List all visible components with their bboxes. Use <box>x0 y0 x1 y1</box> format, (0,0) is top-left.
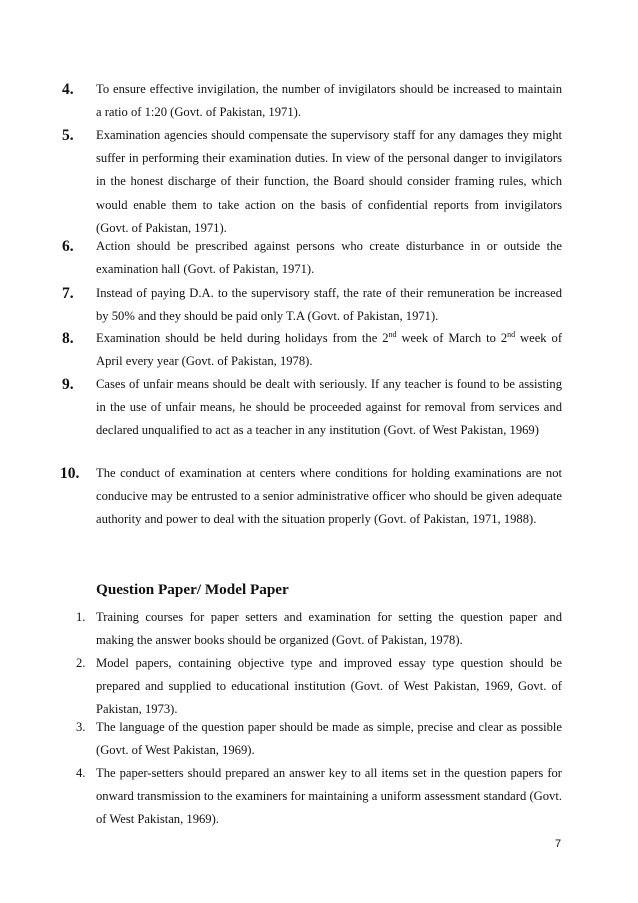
item-text: Cases of unfair means should be dealt with seriously. If any teacher is found to be assisting in the use of unfair means, he should be proceeded against for removal from services and declared unqualified to act as a teacher in any institution (Govt. of West Pakistan, 1969) <box>96 377 562 438</box>
list-item-7 <box>62 282 562 328</box>
item-text: Training courses for paper setters and examination for setting the question paper and making the answer books should be organized (Govt. of Pakistan, 1978). <box>96 610 562 648</box>
section-heading: Question Paper/ Model Paper <box>96 581 289 598</box>
item-text: Model papers, containing objective type and improved essay type question should be prepared and supplied to educational institution (Govt. of West Pakistan, 1969, Govt. of Pakistan, 1973). <box>96 656 562 717</box>
item-text-after: week of April every year (Govt. of Pakistan, 1978). <box>96 331 563 369</box>
item-text-mid: week of March to 2 <box>396 331 508 345</box>
item-number: 2. <box>76 656 86 670</box>
item-text: The paper-setters should prepared an answer key to all items set in the question papers for onward transmission to the examiners for maintaining a uniform assessment standard (Govt. of West Pakistan, 1969). <box>96 766 562 827</box>
item-text: Examination agencies should compensate the supervisory staff for any damages they might suffer in performing their examination duties. In view of the personal danger to invigilators in the honest discharge of their function, the Board should consider framing rules, which would enable them to take action on the basis of confidential reports from invigilators (Govt. of Pakistan, 1971). <box>96 128 562 235</box>
item-number: 9. <box>62 376 74 393</box>
item-number: 6. <box>62 238 74 255</box>
item-number: 4. <box>62 81 74 98</box>
list-item-9 <box>62 373 562 443</box>
list-item-4 <box>62 78 562 124</box>
list-item-b1 <box>76 606 562 652</box>
item-text: Instead of paying D.A. to the supervisory staff, the rate of their remuneration be increased by 50% and they should be paid only T.A (Govt. of Pakistan, 1971). <box>96 286 562 324</box>
item-text: The language of the question paper should be made as simple, precise and clear as possible (Govt. of West Pakistan, 1969). <box>96 720 562 758</box>
page-number: 7 <box>555 838 562 850</box>
list-item-8 <box>62 327 563 373</box>
list-item-10 <box>60 462 562 532</box>
item-number: 4. <box>76 766 86 780</box>
item-number: 7. <box>62 285 74 302</box>
item-number: 1. <box>76 610 86 624</box>
list-item-b3 <box>76 716 562 762</box>
list-item-b2 <box>76 652 562 722</box>
list-item-5 <box>62 124 562 240</box>
item-text-before: Examination should be held during holidays from the 2 <box>96 331 389 345</box>
item-number: 3. <box>76 720 86 734</box>
item-text: Action should be prescribed against persons who create disturbance in or outside the examination hall (Govt. of Pakistan, 1971). <box>96 239 562 277</box>
item-number: 8. <box>62 330 74 347</box>
ordinal-suffix: nd <box>388 329 397 339</box>
item-number: 5. <box>62 127 74 144</box>
list-item-6 <box>62 235 562 281</box>
ordinal-suffix: nd <box>507 329 516 339</box>
item-number: 10. <box>60 465 80 482</box>
list-item-b4 <box>76 762 562 832</box>
item-text: The conduct of examination at centers where conditions for holding examinations are not conducive may be entrusted to a senior administrative officer who should be given adequate authority and power to deal with the situation properly (Govt. of Pakistan, 1971, 1988). <box>96 466 562 527</box>
item-text: To ensure effective invigilation, the number of invigilators should be increased to maintain a ratio of 1:20 (Govt. of Pakistan, 1971). <box>96 82 562 120</box>
